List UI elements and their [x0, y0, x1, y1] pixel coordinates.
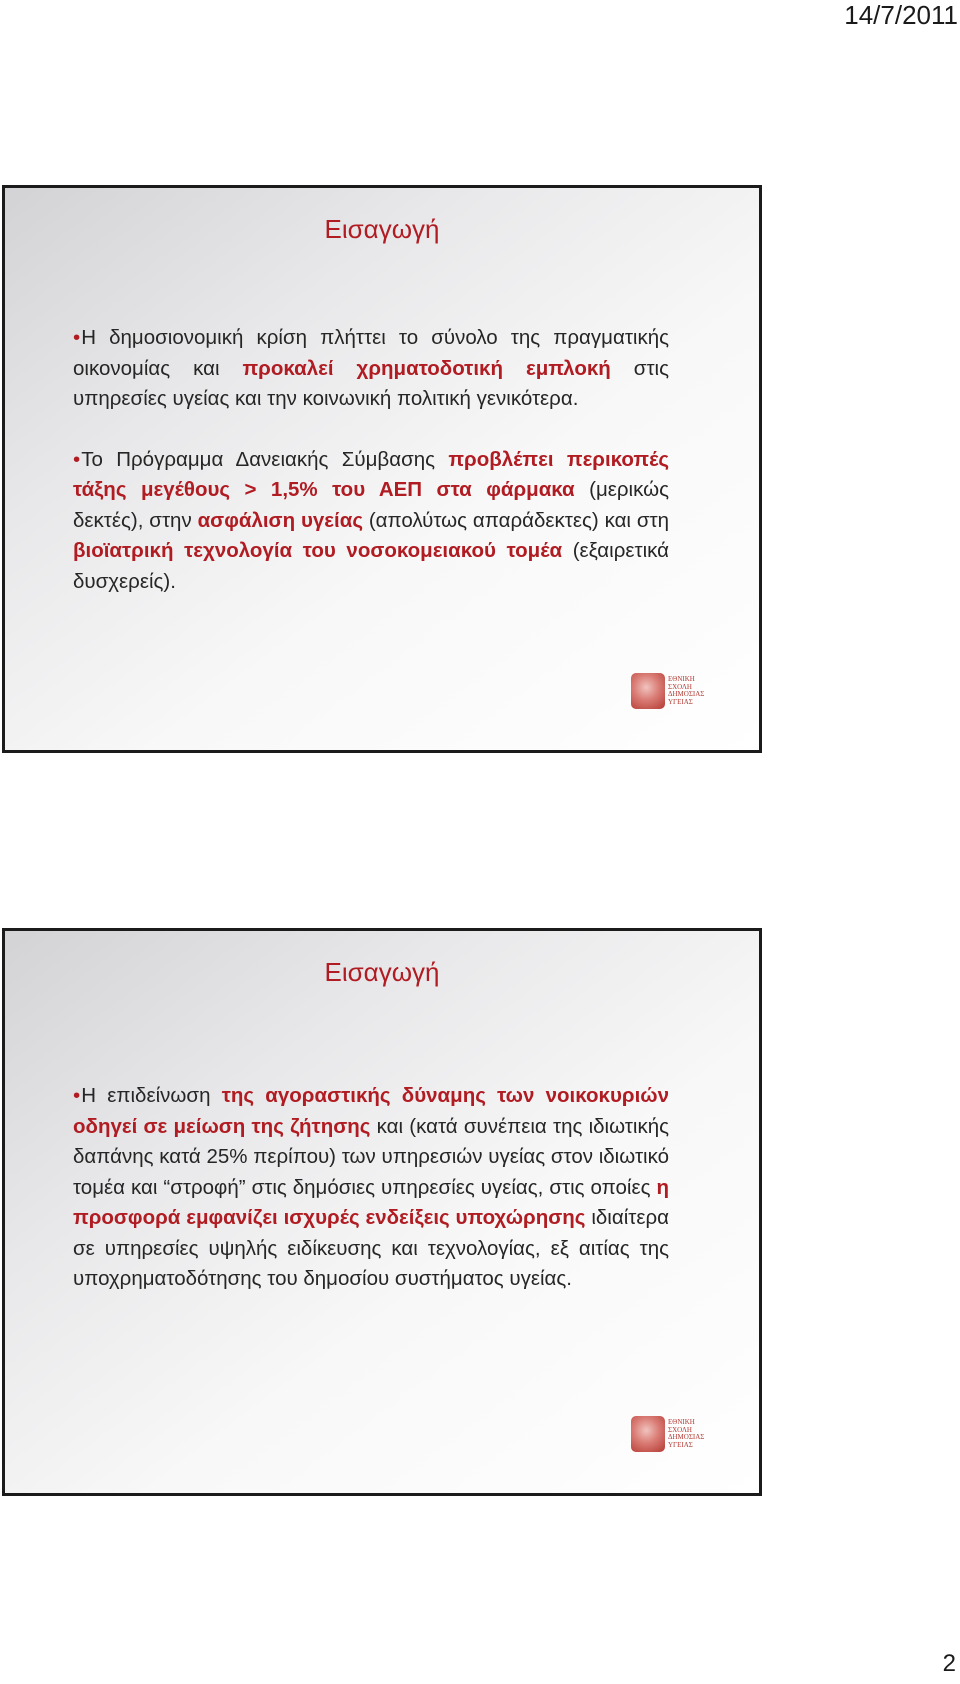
slide-title: Εισαγωγή: [324, 957, 440, 987]
slide-title: Εισαγωγή: [324, 214, 440, 244]
logo-line: ΣΧΟΛΗ: [668, 682, 692, 691]
logo-line: ΔΗΜΟΣΙΑΣ: [668, 690, 705, 698]
highlight-text: προβλέπει περικοπές τάξης μεγέθους > 1,5% του ΑΕΠ στα φάρμακα: [73, 447, 669, 501]
highlight-text: προκαλεί χρηματοδοτική εμπλοκή: [242, 356, 611, 380]
text-segment: Η δημοσιονομική κρίση πλήττει το σύνολο της πραγματικής οικονομίας και: [73, 326, 669, 380]
school-logo: [631, 1415, 715, 1453]
logo-line: ΣΧΟΛΗ: [668, 1425, 692, 1434]
logo-line: ΥΓΕΙΑΣ: [668, 697, 693, 706]
school-logo: [631, 672, 715, 710]
text-segment: ιδιαίτερα σε υπηρεσίες υψηλής ειδίκευσης και τεχνολογίας, εξ αιτίας της υποχρηματοδότησης του δημοσίου συστήματος υγείας.: [73, 1206, 670, 1290]
date-header: 14/7/2011: [844, 0, 958, 30]
bullet-paragraph: [73, 445, 669, 598]
highlight-text: βιοϊατρική τεχνολογία του νοσοκομειακού τομέα: [73, 539, 563, 562]
highlight-text: της αγοραστικής δύναμης των νοικοκυριών οδηγεί σε μείωση της ζήτησης: [73, 1084, 669, 1138]
school-logo-text: [668, 1419, 704, 1449]
text-segment: και (κατά συνέπεια της ιδιωτικής δαπάνης κατά 25% περίπου) των υπηρεσιών υγείας στον ιδιωτικό τομέα και “στροφή” στις δημόσιες υπηρεσίες υγείας, στις οποίες: [73, 1114, 669, 1199]
text-segment: στις υπηρεσίες υγείας και την κοινωνική πολιτική γενικότερα.: [73, 356, 669, 410]
page-number: 2: [942, 1650, 956, 1677]
school-logo-icon: [631, 673, 665, 709]
bullet-icon: •: [73, 326, 81, 349]
slide-1: [2, 185, 762, 753]
text-segment: (μερικώς δεκτές), στην: [73, 478, 669, 532]
text-segment: (απολύτως απαράδεκτες) και στη: [362, 508, 669, 532]
logo-line: ΔΗΜΟΣΙΑΣ: [668, 1433, 705, 1441]
highlight-text: η προσφορά εμφανίζει ισχυρές ενδείξεις υποχώρησης: [73, 1175, 669, 1229]
bullet-paragraph: [73, 323, 669, 415]
slide-body: [73, 1081, 669, 1325]
highlight-text: ασφάλιση υγείας: [197, 508, 363, 532]
logo-line: ΕΘΝΙΚΗ: [668, 675, 695, 683]
school-logo-icon: [631, 1416, 665, 1452]
school-logo-text: [668, 676, 704, 706]
text-segment: Το Πρόγραμμα Δανειακής Σύμβασης: [81, 447, 449, 471]
logo-line: ΕΘΝΙΚΗ: [668, 1418, 695, 1426]
bullet-icon: •: [73, 447, 81, 471]
bullet-icon: •: [73, 1084, 81, 1107]
text-segment: Η επιδείνωση: [81, 1084, 222, 1107]
logo-line: ΥΓΕΙΑΣ: [668, 1440, 693, 1449]
slide-2: [2, 928, 762, 1496]
bullet-paragraph: [73, 1081, 669, 1295]
slide-body: [73, 323, 669, 627]
text-segment: (εξαιρετικά δυσχερείς).: [73, 539, 669, 593]
